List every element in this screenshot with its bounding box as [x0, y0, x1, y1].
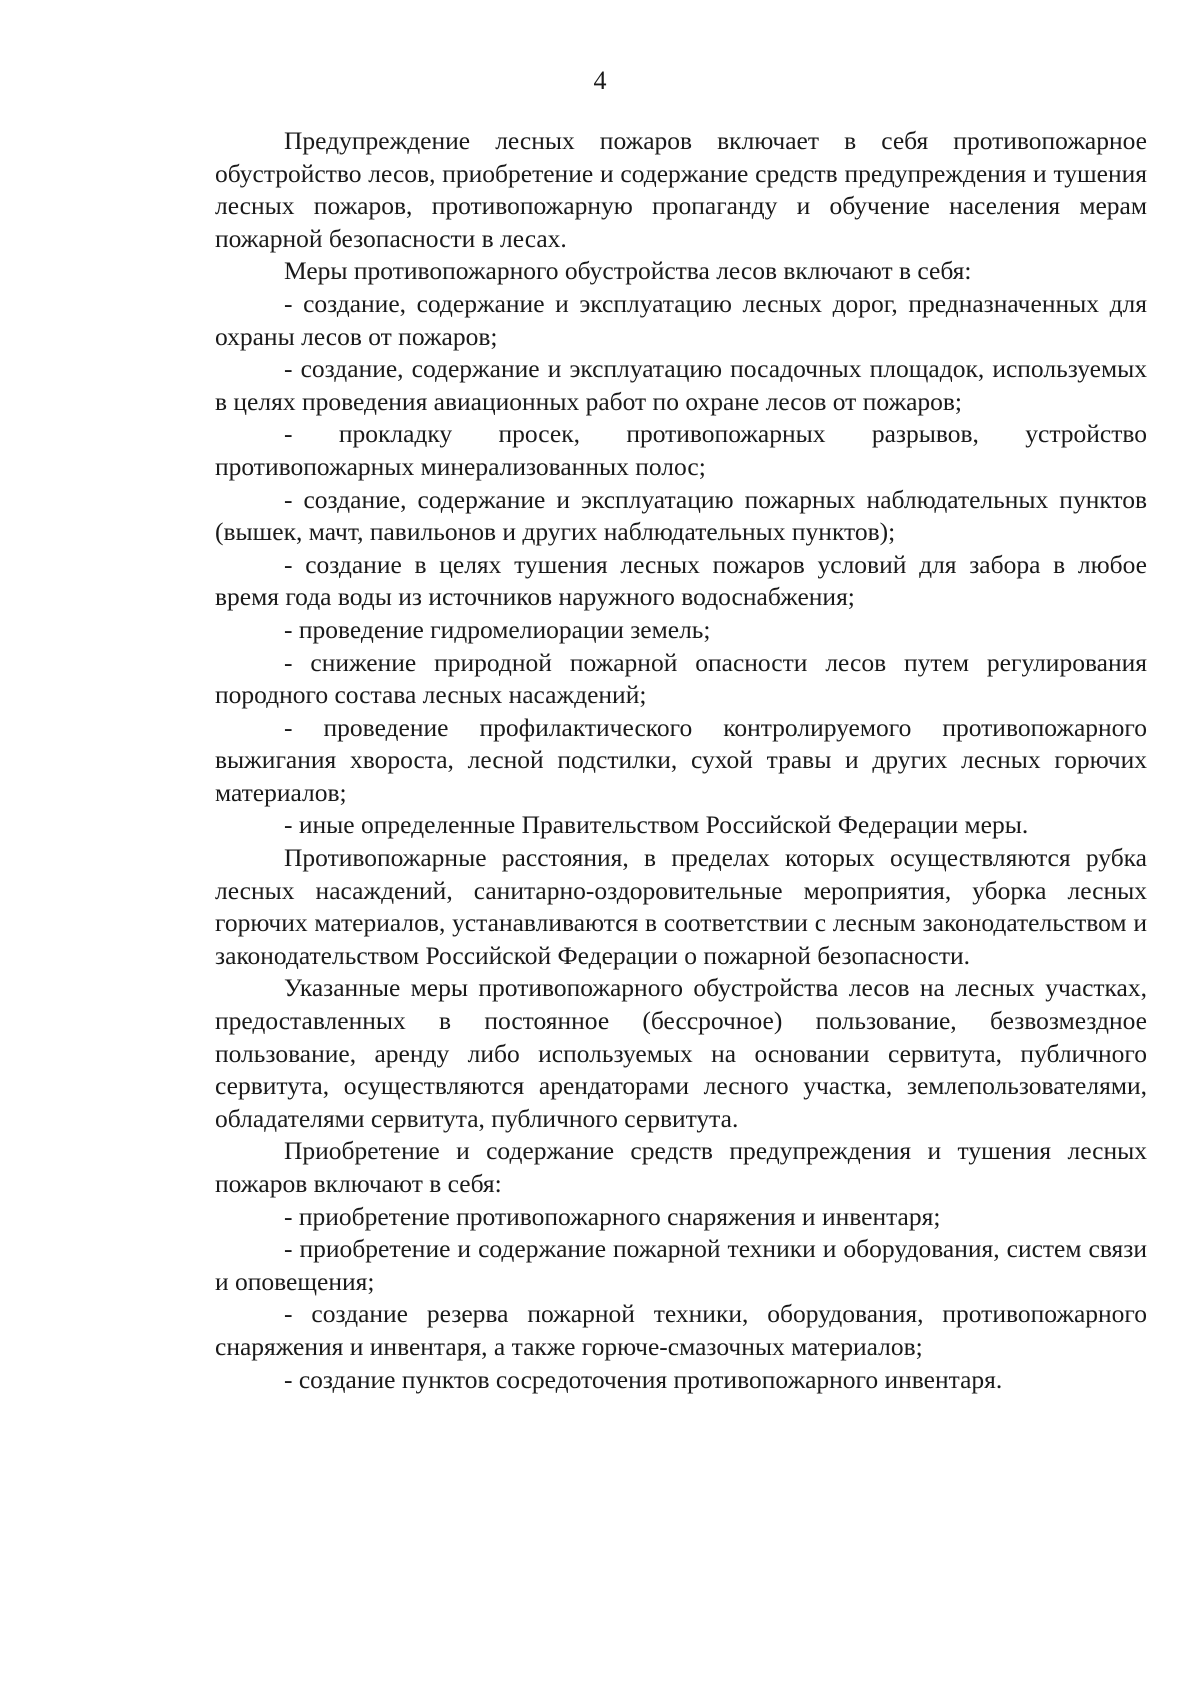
list-item: - создание, содержание и эксплуатацию посадочных площадок, используемых в целях проведения авиационных работ по охране лесов от пожаров;: [215, 354, 1147, 416]
list-item: - проведение профилактического контролируемого противопожарного выжигания хвороста, лесной подстилки, сухой травы и других лесных горючих материалов;: [215, 712, 1147, 807]
list-item: - прокладку просек, противопожарных разрывов, устройство противопожарных минерализованных полос;: [215, 419, 1147, 481]
list-item: - проведение гидромелиорации земель;: [284, 614, 711, 644]
list-item: - иные определенные Правительством Российской Федерации меры.: [284, 810, 1029, 840]
list-item: - создание, содержание и эксплуатацию лесных дорог, предназначенных для охраны лесов от пожаров;: [215, 288, 1147, 351]
list-item: - создание в целях тушения лесных пожаров условий для забора в любое время года воды из источников наружного водоснабжения;: [215, 549, 1147, 612]
list-item: - создание, содержание и эксплуатацию пожарных наблюдательных пунктов (вышек, мачт, павильонов и других наблюдательных пунктов);: [215, 484, 1147, 547]
paragraph-fire-arrangement-measures: Меры противопожарного обустройства лесов включают в себя:: [284, 256, 972, 286]
document-body: [215, 125, 1147, 1396]
paragraph-fire-distances: Противопожарные расстояния, в пределах которых осуществляются рубка лесных насаждений, санитарно-оздоровительные мероприятия, уборка лесных горючих материалов, устанавливаются в соответствии с лесным законодательством и законодательством Российской Федерации о пожарной безопасности.: [215, 843, 1147, 970]
paragraph-fire-prevention-intro: Предупреждение лесных пожаров включает в себя противопожарное обустройство лесов, приобретение и содержание средств предупреждения и тушения лесных пожаров, противопожарную пропаганду и обучение населения мерам пожарной безопасности в лесах.: [215, 126, 1147, 253]
list-item: - создание пунктов сосредоточения противопожарного инвентаря.: [284, 1364, 1003, 1394]
list-item: - приобретение и содержание пожарной техники и оборудования, систем связи и оповещения;: [215, 1234, 1147, 1296]
list-item: - создание резерва пожарной техники, оборудования, противопожарного снаряжения и инвентаря, а также горюче-смазочных материалов;: [215, 1299, 1147, 1361]
paragraph-acquisition-means: Приобретение и содержание средств предупреждения и тушения лесных пожаров включают в себя:: [215, 1136, 1147, 1198]
list-item: - снижение природной пожарной опасности лесов путем регулирования породного состава лесных насаждений;: [215, 647, 1147, 710]
page-number: 4: [593, 66, 607, 95]
paragraph-measures-on-plots: Указанные меры противопожарного обустройства лесов на лесных участках, предоставленных в постоянное (бессрочное) пользование, безвозмездное пользование, аренду либо используемых на основании сервитута, публичного сервитута, осуществляются арендаторами лесного участка, землепользователями, обладателями сервитута, публичного сервитута.: [215, 973, 1147, 1133]
list-item: - приобретение противопожарного снаряжения и инвентаря;: [284, 1201, 941, 1231]
